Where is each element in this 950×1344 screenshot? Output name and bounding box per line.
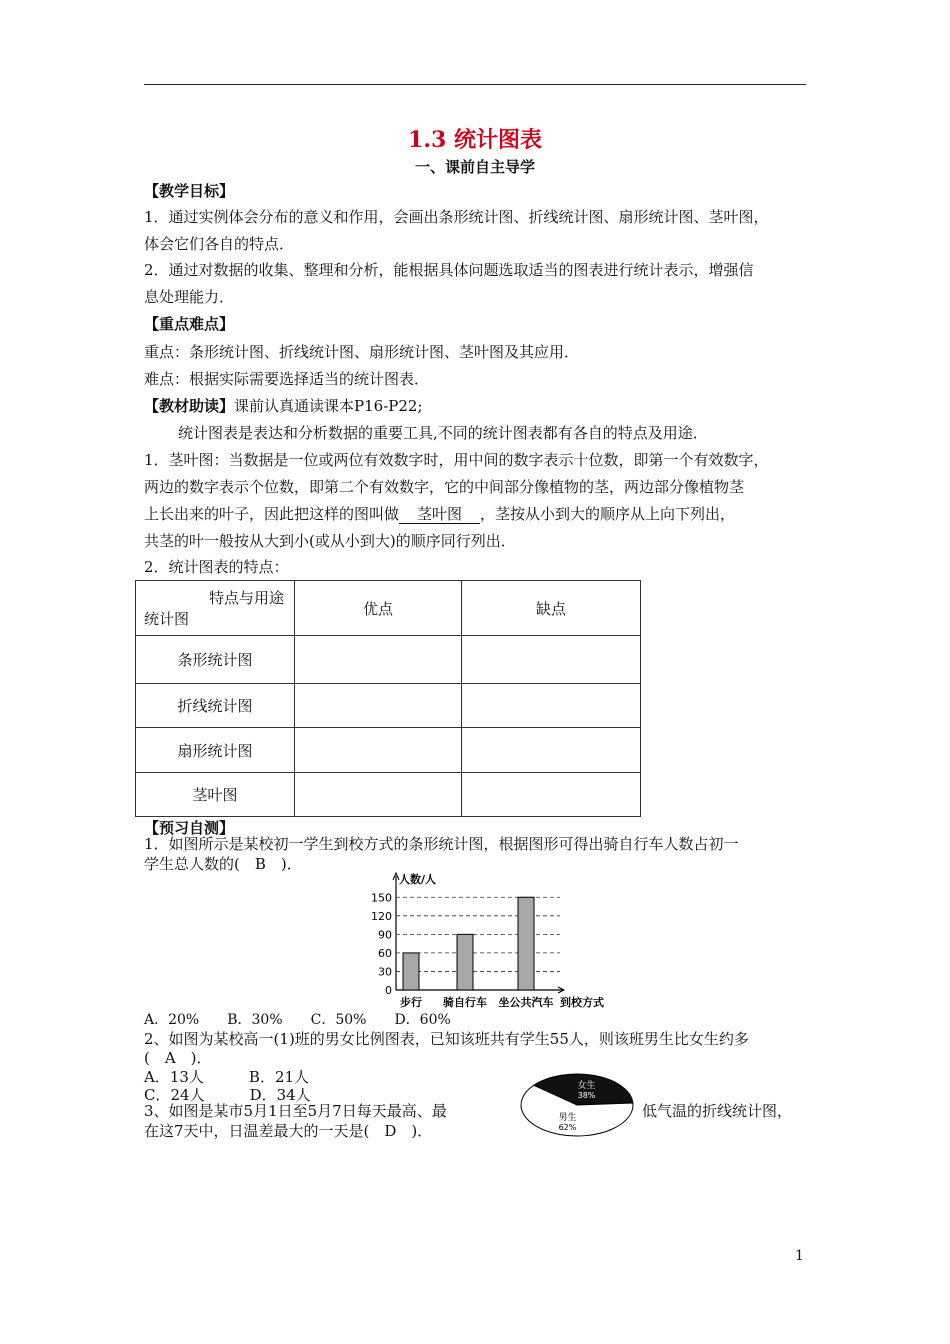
keypoints-difficult: 难点：根据实际需要选择适当的统计图表． xyxy=(144,370,430,388)
y-tick-label: 90 xyxy=(378,928,392,942)
q1-line-1: 1．如图所示是某校初一学生到校方式的条形统计图，根据图形可得出骑自行车人数占初一 xyxy=(144,835,739,853)
y-tick-label: 60 xyxy=(378,946,392,960)
corner-top-label: 特点与用途 xyxy=(208,589,284,607)
top-rule xyxy=(144,84,806,85)
table-cell xyxy=(462,684,641,728)
stemleaf-line-4: 共茎的叶一般按从大到小(或从小到大)的顺序同行列出． xyxy=(144,532,516,550)
stemleaf-line-2: 两边的数字表示个位数，即第二个有效数字，它的中间部分像植物的茎，两边部分像植物茎 xyxy=(144,478,745,496)
q3-line-1b: 低气温的折线统计图， xyxy=(642,1102,793,1120)
goal-2-line-1: 2．通过对数据的收集、整理和分析，能根据具体问题选取适当的图表进行统计表示，增强信 xyxy=(144,261,754,279)
keypoints-key: 重点：条形统计图、折线统计图、扇形统计图、茎叶图及其应用． xyxy=(144,343,580,361)
stemleaf-answer-blank: 茎叶图 xyxy=(399,505,480,524)
goal-1-line-1: 1．通过实例体会分布的意义和作用，会画出条形统计图、折线统计图、扇形统计图、茎叶图， xyxy=(144,208,769,226)
table-cell xyxy=(462,636,641,684)
stemleaf-line-3-b: ，茎按从小到大的顺序从上向下列出， xyxy=(480,505,736,523)
pie-percent: 62% xyxy=(558,1123,577,1133)
x-tick-label: 步行 xyxy=(400,996,422,1009)
table-cell xyxy=(295,773,462,817)
reading-heading-line xyxy=(144,393,808,419)
selftest-heading: 【预习自测】 xyxy=(144,819,235,837)
stemleaf-line-1: 1．茎叶图：当数据是一位或两位有效数字时，用中间的数字表示十位数，即第一个有效数字， xyxy=(144,451,769,469)
goal-1-line-2: 体会它们各自的特点． xyxy=(144,235,295,253)
x-axis-label: 到校方式 xyxy=(560,996,604,1009)
table-header-row xyxy=(136,581,641,636)
keypoints-heading: 【重点难点】 xyxy=(144,315,235,333)
q2-options-ab: A．13人 B．21人 xyxy=(144,1068,310,1086)
x-tick-label: 坐公共汽车 xyxy=(498,996,554,1009)
bar-chart xyxy=(368,870,618,1012)
q2-line-2: ( A )． xyxy=(144,1049,212,1067)
goals-heading: 【教学目标】 xyxy=(144,182,235,200)
stemleaf-line-3-a: 上长出来的叶子，因此把这样的图叫做 xyxy=(144,505,400,523)
table-cell xyxy=(462,773,641,817)
pie-percent: 38% xyxy=(577,1090,596,1100)
pie-label: 男生 xyxy=(558,1113,577,1124)
q3-line-2: 在这7天中，日温差最大的一天是( D )． xyxy=(144,1122,433,1140)
page-number: 1 xyxy=(795,1248,804,1264)
page-title: 1.3 统计图表 xyxy=(408,127,542,153)
row-label: 折线统计图 xyxy=(136,684,295,728)
y-tick-label: 30 xyxy=(378,965,392,979)
x-tick-label: 骑自行车 xyxy=(443,996,487,1009)
bar xyxy=(403,953,419,990)
corner-bottom-label: 统计图 xyxy=(144,610,190,628)
bar xyxy=(457,934,473,990)
col-disadvantages: 缺点 xyxy=(462,581,641,636)
reading-intro: 课前认真通读课本P16-P22; xyxy=(234,397,423,415)
y-tick-label: 120 xyxy=(371,909,392,923)
q1-line-2: 学生总人数的( B )． xyxy=(144,855,302,873)
table-row xyxy=(136,636,641,684)
table-row xyxy=(136,684,641,728)
q3-line-1a: 3、如图是某市5月1日至5月7日每天最高、最 xyxy=(144,1102,447,1120)
table-row xyxy=(136,773,641,817)
row-label: 条形统计图 xyxy=(136,636,295,684)
table-cell xyxy=(462,728,641,773)
y-axis-label: 人数/人 xyxy=(399,873,437,886)
reading-paragraph: 统计图表是表达和分析数据的重要工具,不同的统计图表都有各自的特点及用途． xyxy=(178,424,708,442)
y-tick-label: 150 xyxy=(371,891,392,905)
table-cell xyxy=(295,728,462,773)
features-label: 2．统计图表的特点： xyxy=(144,558,289,576)
q2-line-1: 2、如图为某校高一(1)班的男女比例图表，已知该班共有学生55人，则该班男生比女生约多 xyxy=(144,1030,749,1048)
q1-options: A．20% B．30% C．50% D．60% xyxy=(144,1012,451,1028)
col-advantages: 优点 xyxy=(295,581,462,636)
table-cell xyxy=(295,684,462,728)
reading-heading: 【教材助读】 xyxy=(144,397,235,415)
goal-2-line-2: 息处理能力． xyxy=(144,288,235,306)
features-table xyxy=(135,580,641,817)
row-label: 茎叶图 xyxy=(136,773,295,817)
pie-label: 女生 xyxy=(577,1080,596,1091)
table-corner-cell xyxy=(136,581,295,636)
bar xyxy=(518,897,534,990)
section-subtitle: 一、课前自主导学 xyxy=(414,158,535,176)
y-tick-label: 0 xyxy=(385,984,392,997)
row-label: 扇形统计图 xyxy=(136,728,295,773)
table-cell xyxy=(295,636,462,684)
q2-options-cd: C．24人 D．34人 xyxy=(144,1086,311,1104)
table-row xyxy=(136,728,641,773)
stemleaf-line-3 xyxy=(144,501,808,527)
